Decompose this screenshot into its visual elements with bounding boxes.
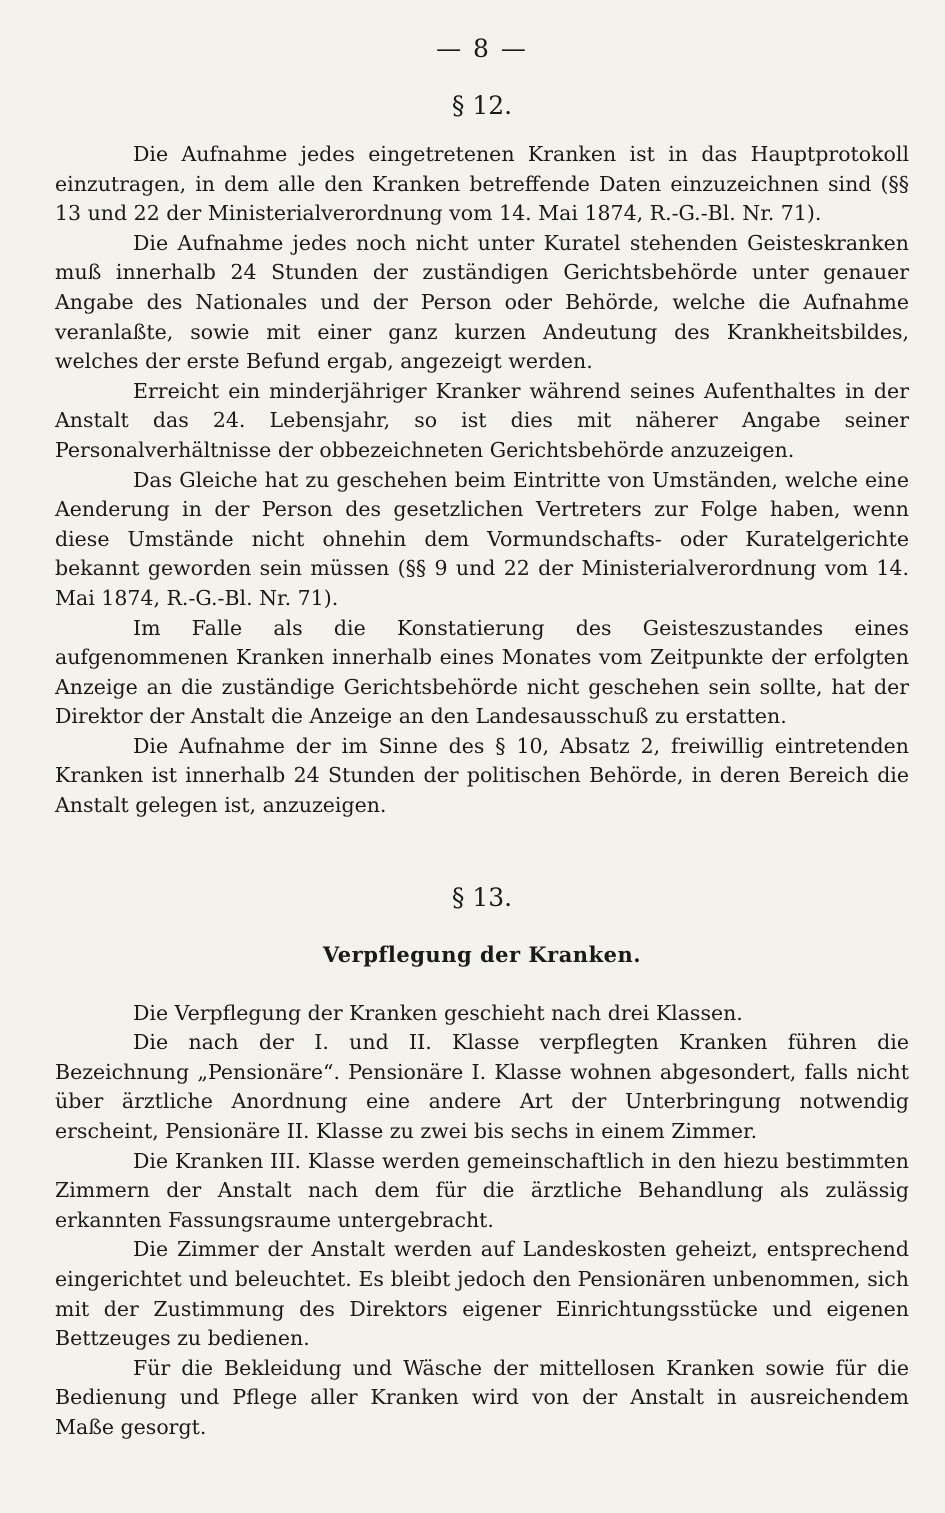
paragraph: Die Aufnahme jedes eingetretenen Kranken ist in das Hauptprotokoll einzutragen, in dem alle den Kranken betreffende Daten einzuzeichnen sind (§§ 13 und 22 der Ministerialverordnung vom 14. Mai 1874, R.-G.-Bl. Nr. 71). (55, 142, 909, 226)
section-title: Verpflegung der Kranken. (322, 941, 642, 967)
paragraph: Die Verpflegung der Kranken geschieht nach drei Klassen. (133, 1000, 743, 1025)
paragraph: Die Aufnahme der im Sinne des § 10, Absatz 2, freiwillig eintretenden Kranken ist innerhalb 24 Stunden der politischen Behörde, in deren Bereich die Anstalt gelegen ist, anzuzeigen. (55, 733, 909, 818)
paragraph: Für die Bekleidung und Wäsche der mittellosen Kranken sowie für die Bedienung und Pflege aller Kranken wird von der Anstalt in ausreichendem Maße gesorgt. (55, 1355, 909, 1439)
paragraph: Die Aufnahme jedes noch nicht unter Kuratel stehenden Geisteskranken muß innerhalb 24 Stunden der zuständigen Gerichtsbehörde unter genauer Angabe des Nationales und der Person oder Behörde, welche die Aufnahme veranlaßte, sowie mit einer ganz kurzen Andeutung des Krankheitsbildes, welches der erste Befund ergab, angezeigt werden. (55, 230, 909, 374)
paragraph: Erreicht ein minderjähriger Kranker während seines Aufenthaltes in der Anstalt das 24. Lebensjahr, so ist dies mit näherer Angabe seiner Personalverhältnisse der obbezeichneten Gerichtsbehörde anzuzeigen. (55, 378, 909, 462)
section-heading: § 12. (451, 91, 513, 120)
paragraph: Die Kranken III. Klasse werden gemeinschaftlich in den hiezu bestimmten Zimmern der Anstalt nach dem für die ärztliche Behandlung als zulässig erkannten Fassungsraume untergebracht. (55, 1148, 909, 1232)
page-number: — 8 — (436, 34, 528, 63)
section-13 (55, 883, 909, 1443)
section-12 (55, 91, 909, 821)
paragraph: Die Zimmer der Anstalt werden auf Landeskosten geheizt, entsprechend eingerichtet und beleuchtet. Es bleibt jedoch den Pensionären unbenommen, sich mit der Zustimmung des Direktors eigener Einrichtungsstücke und eigenen Bettzeuges zu bedienen. (55, 1237, 909, 1351)
section-heading: § 13. (451, 882, 513, 912)
paragraph: Die nach der I. und II. Klasse verpflegten Kranken führen die Bezeichnung „Pensionäre“. Pensionäre I. Klasse wohnen abgesondert, falls nicht über ärztliche Anordnung eine andere Art der Unterbringung notwendig erscheint, Pensionäre II. Klasse zu zwei bis sechs in einem Zimmer. (55, 1030, 909, 1144)
paragraph: Das Gleiche hat zu geschehen beim Eintritte von Umständen, welche eine Aenderung in der Person des gesetzlichen Vertreters zur Folge haben, wenn diese Umstände nicht ohnehin dem Vormundschafts- oder Kuratelgerichte bekannt geworden sein müssen (§§ 9 und 22 der Ministerialverordnung vom 14. Mai 1874, R.-G.-Bl. Nr. 71). (55, 467, 909, 610)
paragraph: Im Falle als die Konstatierung des Geisteszustandes eines aufgenommenen Kranken innerhalb eines Monates vom Zeitpunkte der erfolgten Anzeige an die zuständige Gerichtsbehörde nicht geschehen sein sollte, hat der Direktor der Anstalt die Anzeige an den Landesausschuß zu erstatten. (55, 615, 909, 729)
